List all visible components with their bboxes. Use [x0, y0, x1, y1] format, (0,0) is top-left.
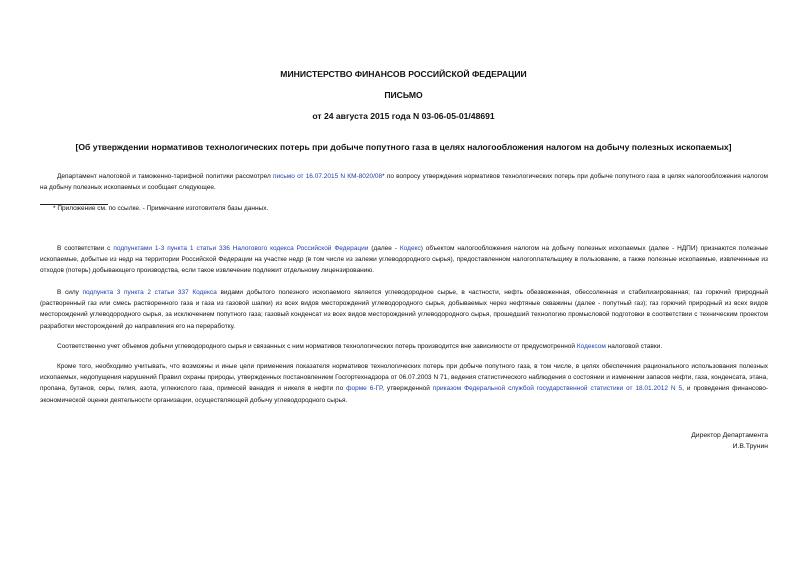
para1-text-3: ) объектом налогообложения налогом на добычу полезных ископаемых (далее - НДПИ) признаются полезные ископаемые, добытые из недр на территории Российской Федерации на участке недр (в том числе из залежи углеводородного сырья), предоставленном налогоплательщику в пользование, а также полезные ископаемые, извлеченные из отходов (потерь) добывающего производства, если такое извлечение подлежит отдельному лицензированию. [40, 245, 768, 275]
paragraph-article-337 [40, 287, 768, 332]
para1-text-1: В соответствии с [57, 245, 114, 252]
para4-text-2: , утвержденной [382, 385, 433, 393]
paragraph-other-purposes [40, 361, 768, 406]
ministry-title: МИНИСТЕРСТВО ФИНАНСОВ РОССИЙСКОЙ ФЕДЕРАЦИИ [280, 69, 527, 79]
code-link[interactable]: Кодекс [399, 245, 421, 252]
paragraph-article-336 [40, 243, 768, 277]
intro-paragraph [40, 171, 768, 193]
document-type: ПИСЬМО [384, 90, 423, 100]
intro-text-2: * по вопросу утверждения нормативов технологических потерь при добыче попутного газа в целях налогообложения налогом на добычу полезных ископаемых и сообщает следующее. [40, 173, 768, 192]
para3-text-1: Соответственно учет объемов добычи углеводородного сырья и связанных с ним нормативов технологических потерь производится вне зависимости от предусмотренной [57, 343, 577, 350]
code-reference-link[interactable]: Кодексом [576, 343, 606, 350]
rosstat-order-link[interactable]: приказом Федеральной службой государственной статистики от 18.01.2012 N 5 [432, 385, 683, 393]
form-6-gr-link[interactable]: форме 6-ГР [346, 385, 383, 393]
document-date-number: от 24 августа 2015 года N 03-06-05-01/48691 [312, 111, 495, 121]
para2-text-2: видами добытого полезного ископаемого является углеводородное сырье, в частности, нефть обезвоженная, обессоленная и стабилизированная; газ горючий природный (растворенный газ или смесь растворенного газа и газа из газовой шапки) из всех видов месторождений углеводородного сырья, добываемых через нефтяные скважины (далее - попутный газ); газ горючий природный из всех видов месторождений углеводородного сырья, за исключением попутного газа; газовый конденсат из всех видов месторождений углеводородного сырья, прошедший технологию промысловой подготовки в соответствии с техническим проектом разработки месторождений до направления его на переработку. [40, 289, 769, 330]
signature-name: И.В.Трунин [732, 443, 768, 450]
footnote-text: * Приложение см. по ссылке. - Примечание изготовителя базы данных. [53, 205, 269, 212]
letter-link[interactable]: письмо от 16.07.2015 N КМ-8020/08 [273, 173, 383, 180]
para3-text-2: налоговой ставки. [605, 343, 663, 350]
signature-position: Директор Департамента [691, 432, 768, 439]
paragraph-accounting [40, 341, 768, 352]
tax-code-article-336-link[interactable]: подпунктами 1-3 пункта 1 статьи 336 Налогового кодекса Российской Федерации [113, 245, 369, 252]
para1-text-2: (далее - [368, 245, 400, 252]
para4-text-1: Кроме того, необходимо учитывать, что возможны и иные цели применения показателя нормативов технологических потерь при добыче попутного газа, в том числе, в целях обеспечения рационального использования полезных ископаемых, недопущения нарушений Правил охраны природы, утвержденных постановлением Госгортехнадзора от 06.07.2003 N 71, ведения статистического наблюдения о состоянии и изменении запасов нефти, газа, конденсата, этана, пропана, бутанов, серы, гелия, азота, углекислого газа, примесей ванадия и никеля в нефти по [40, 363, 768, 393]
para2-text-1: В силу [57, 289, 83, 296]
document-subject: [Об утверждении нормативов технологических потерь при добыче попутного газа в целях налогообложения налогом на добычу полезных ископаемых] [75, 142, 732, 152]
article-337-link[interactable]: подпункта 3 пункта 2 статьи 337 Кодекса [82, 289, 217, 296]
intro-text-1: Департамент налоговой и таможенно-тарифной политики рассмотрел [57, 173, 274, 180]
para4-text-3: , и проведения финансово-экономической оценки деятельности организации, осуществляющей добычу углеводородного сырья. [40, 385, 769, 404]
